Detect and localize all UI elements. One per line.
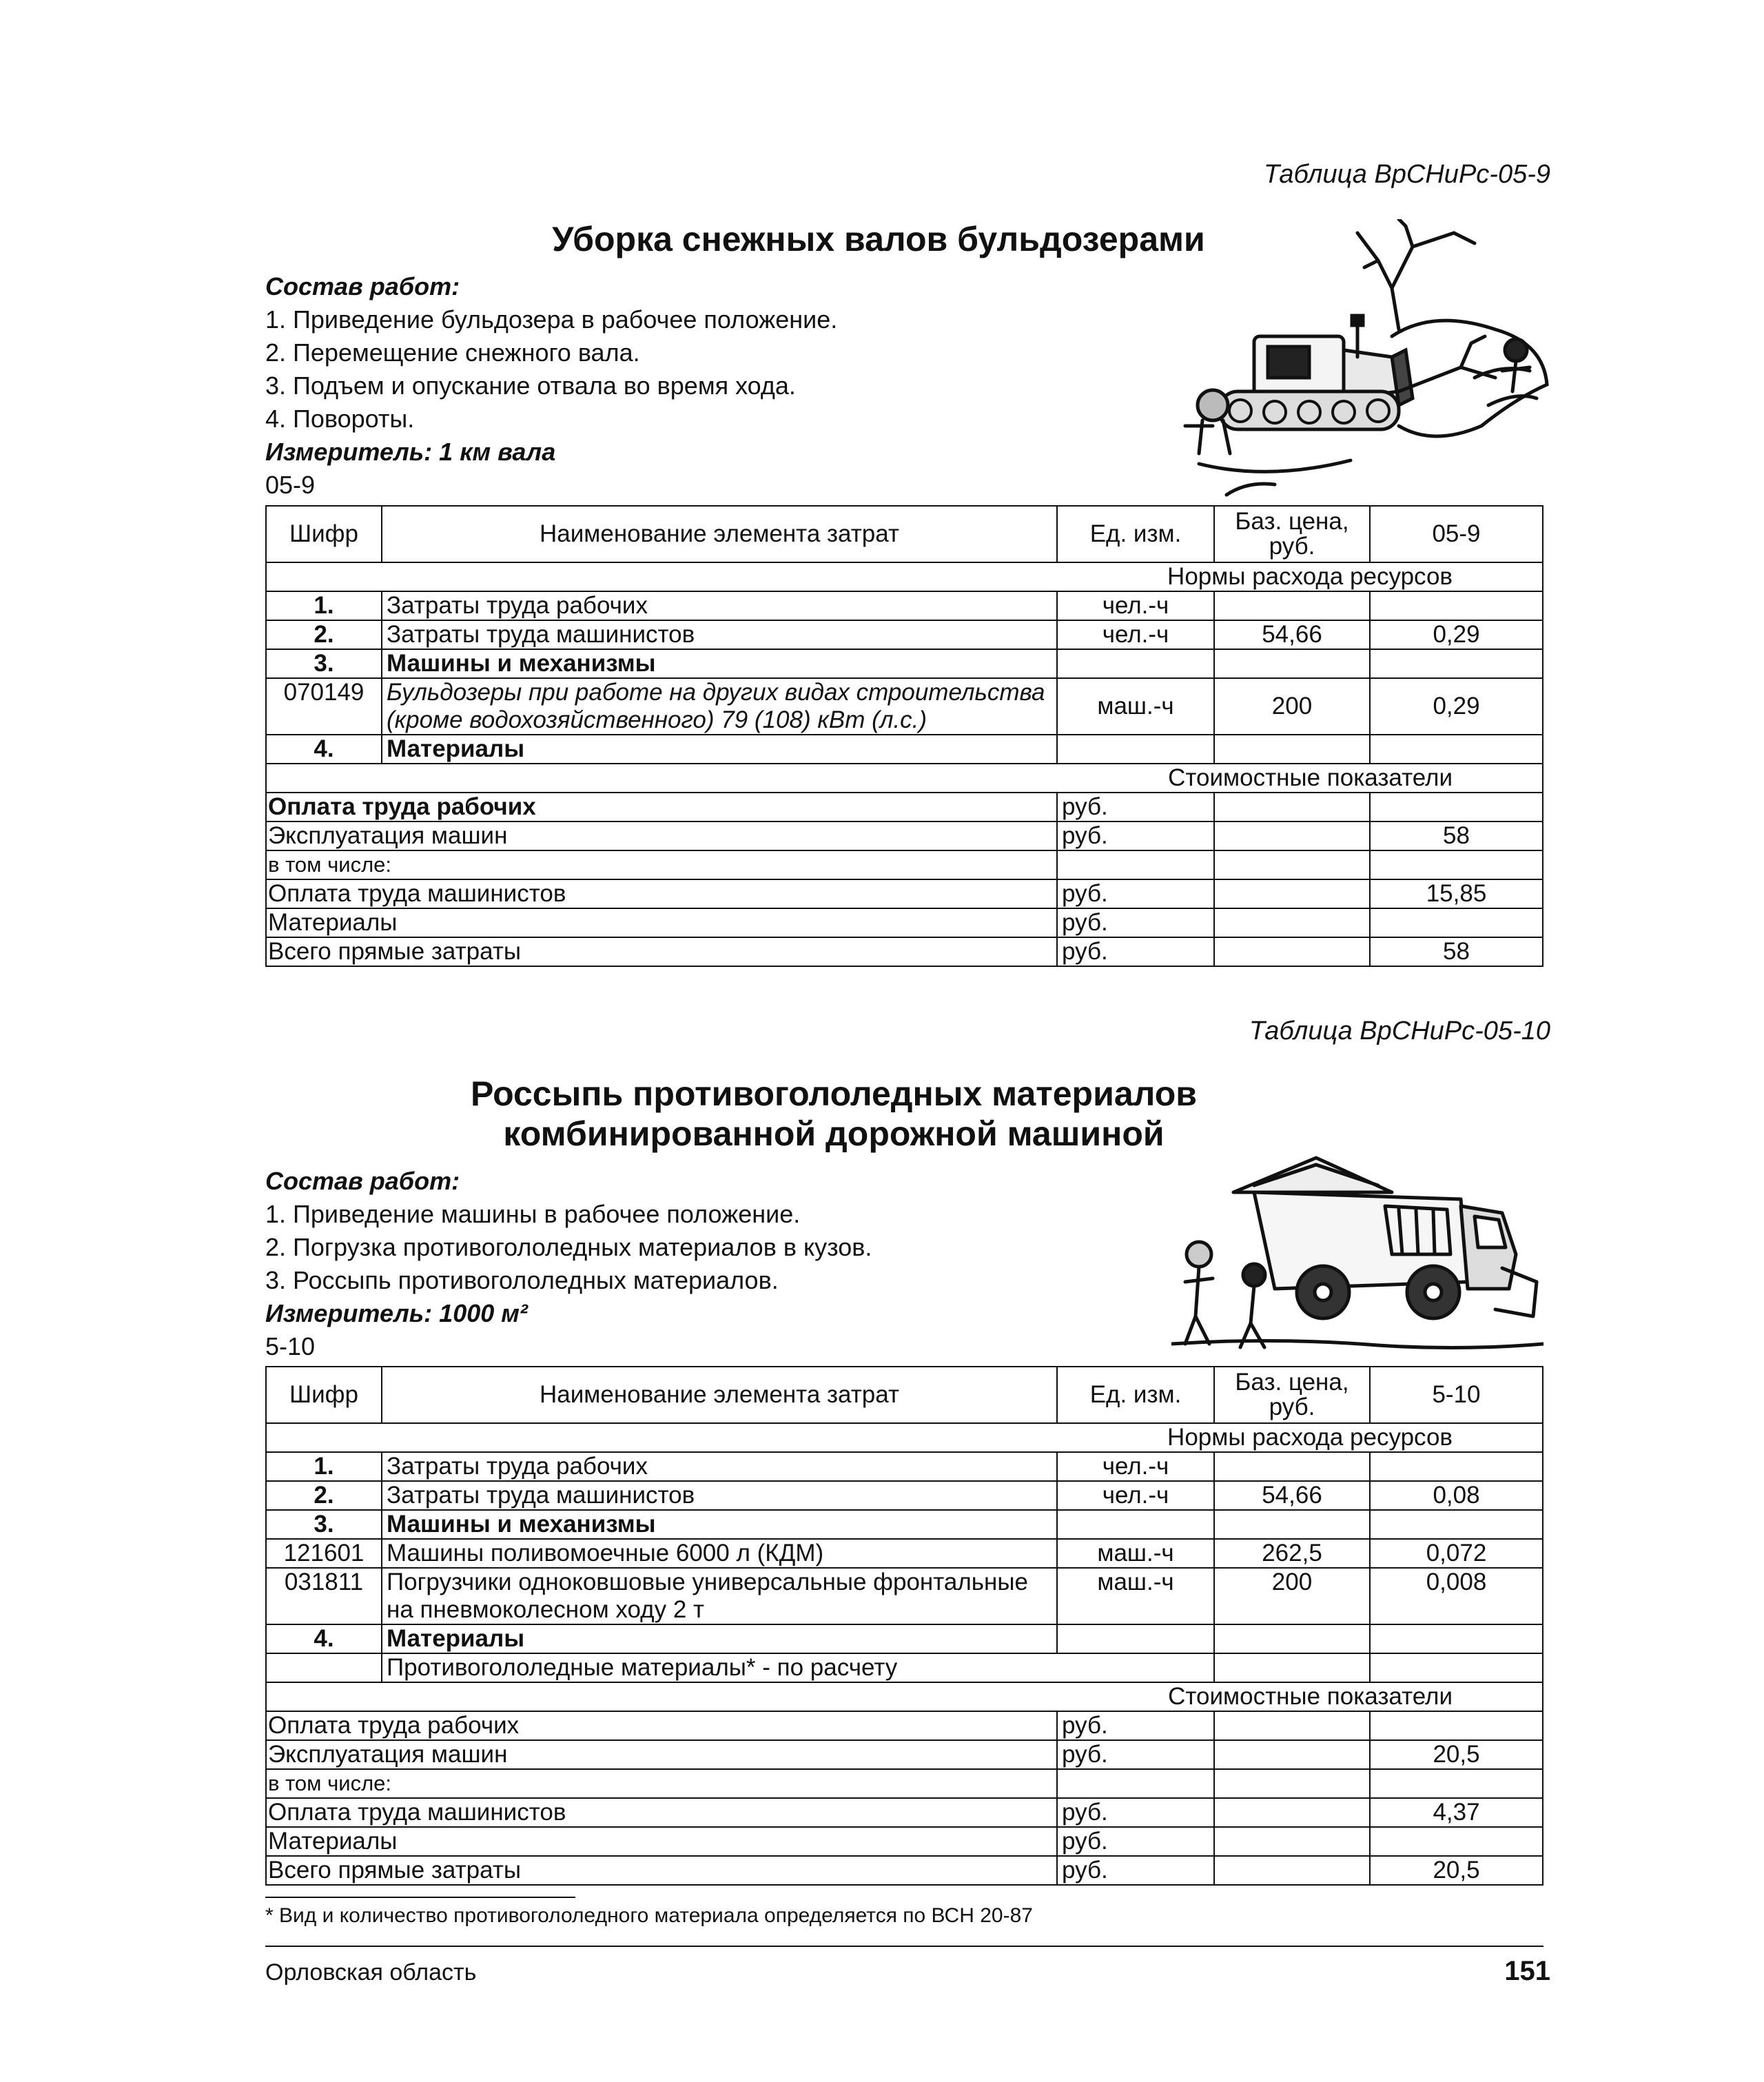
row-name: Материалы: [382, 1624, 1057, 1653]
table-row: [266, 591, 1543, 620]
header-name: Наименование элемента затрат: [382, 1367, 1057, 1423]
table-row: [266, 620, 1543, 649]
cost-unit: руб.: [1057, 1827, 1214, 1856]
row-name: Затраты труда машинистов: [382, 620, 1057, 649]
row-cipher: 4.: [266, 1624, 382, 1653]
composition-label: Состав работ:: [265, 1167, 460, 1195]
row-name: Погрузчики одноковшовые универсальные фронтальные на пневмоколесном ходу 2 т: [382, 1568, 1057, 1624]
norms-label: Нормы расхода ресурсов: [266, 1423, 1543, 1452]
norms-section-row: [266, 1423, 1543, 1452]
cost-row: [266, 1827, 1543, 1856]
row-cipher: 070149: [266, 678, 382, 735]
row-price: [1214, 1452, 1370, 1481]
cost-value: [1370, 1769, 1543, 1798]
cost-unit: руб.: [1057, 908, 1214, 937]
row-name: Машины и механизмы: [382, 1510, 1057, 1539]
step-item: 3. Подъем и опускание отвала во время хода.: [265, 371, 796, 400]
row-cipher: 3.: [266, 1510, 382, 1539]
row-value: 0,29: [1370, 678, 1543, 735]
cost-name: Эксплуатация машин: [266, 1740, 1057, 1769]
table-code: 05-9: [265, 471, 316, 499]
cost-value: 15,85: [1370, 879, 1543, 908]
row-name: Бульдозеры при работе на других видах строительства (кроме водохозяйственного) 79 (108) кВт (л.с.): [382, 678, 1057, 735]
resource-table-5-10: [265, 1366, 1544, 1886]
cost-name: Оплата труда машинистов: [266, 1798, 1057, 1827]
step-item: 2. Перемещение снежного вала.: [265, 338, 640, 367]
row-value: [1370, 591, 1543, 620]
measure-label: Измеритель: 1 км вала: [265, 438, 556, 466]
table-row: [266, 649, 1543, 678]
row-name: Материалы: [382, 735, 1057, 764]
header-cipher: Шифр: [266, 1367, 382, 1423]
row-cipher: 1.: [266, 591, 382, 620]
row-unit: маш.-ч: [1057, 1568, 1214, 1624]
cost-unit: руб.: [1057, 1856, 1214, 1885]
row-unit: чел.-ч: [1057, 1452, 1214, 1481]
cost-row: [266, 793, 1543, 821]
cost-unit: руб.: [1057, 937, 1214, 966]
header-price: Баз. цена, руб.: [1214, 506, 1370, 562]
cost-section-row: [266, 764, 1543, 793]
row-price: 54,66: [1214, 620, 1370, 649]
section-title: [386, 1074, 1282, 1154]
cost-name: Оплата труда рабочих: [266, 793, 1057, 821]
section-title-line: Россыпь противогололедных материалов: [470, 1074, 1198, 1113]
cost-value: 20,5: [1370, 1856, 1543, 1885]
cost-row: [266, 879, 1543, 908]
table-row: [266, 1624, 1543, 1653]
cost-section-row: [266, 1682, 1543, 1711]
table-row: [266, 735, 1543, 764]
cost-row: [266, 1711, 1543, 1740]
cost-unit: руб.: [1057, 1740, 1214, 1769]
row-price: 200: [1214, 1568, 1370, 1624]
footer-divider: [265, 1946, 1544, 1947]
cost-unit: руб.: [1057, 793, 1214, 821]
header-price: Баз. цена, руб.: [1214, 1367, 1370, 1423]
cost-unit: руб.: [1057, 879, 1214, 908]
cost-unit: руб.: [1057, 1798, 1214, 1827]
row-unit: маш.-ч: [1057, 678, 1214, 735]
cost-row: [266, 1740, 1543, 1769]
cost-row: [266, 821, 1543, 850]
bulldozer-illustration: [1171, 219, 1557, 509]
cost-value: [1370, 908, 1543, 937]
table-row: [266, 1539, 1543, 1568]
table-header-row: [266, 1367, 1543, 1423]
cost-value: 58: [1370, 821, 1543, 850]
header-unit: Ед. изм.: [1057, 1367, 1214, 1423]
row-cipher: 3.: [266, 649, 382, 678]
cost-name: Оплата труда рабочих: [266, 1711, 1057, 1740]
cost-row: [266, 908, 1543, 937]
step-item: 1. Приведение машины в рабочее положение.: [265, 1200, 801, 1228]
step-item: 4. Повороты.: [265, 405, 415, 433]
cost-value: [1370, 793, 1543, 821]
row-unit: маш.-ч: [1057, 1539, 1214, 1568]
table-code: 5-10: [265, 1332, 316, 1360]
cost-name: Всего прямые затраты: [266, 1856, 1057, 1885]
cost-row: [266, 1856, 1543, 1885]
row-name: Противогололедные материалы* - по расчету: [382, 1653, 1214, 1682]
row-cipher: 1.: [266, 1452, 382, 1481]
cost-value: [1370, 1711, 1543, 1740]
page-number: 151: [1504, 1956, 1550, 1986]
row-value: 0,29: [1370, 620, 1543, 649]
row-price: 200: [1214, 678, 1370, 735]
cost-row: [266, 937, 1543, 966]
table-row: [266, 1568, 1543, 1624]
cost-name: Материалы: [266, 1827, 1057, 1856]
row-unit: чел.-ч: [1057, 1481, 1214, 1510]
footer-region: Орловская область: [265, 1959, 477, 1986]
cost-name: Всего прямые затраты: [266, 937, 1057, 966]
cost-value: [1370, 1827, 1543, 1856]
table-reference: Таблица ВрСНиРс-05-10: [1249, 1017, 1550, 1045]
row-value: 0,072: [1370, 1539, 1543, 1568]
row-cipher: 4.: [266, 735, 382, 764]
cost-unit: руб.: [1057, 821, 1214, 850]
road-machine-illustration: [1171, 1144, 1544, 1351]
cost-row: [266, 850, 1543, 879]
footnote: * Вид и количество противогололедного материала определяется по ВСН 20-87: [265, 1904, 1033, 1927]
row-cipher: 121601: [266, 1539, 382, 1568]
cost-label: Стоимостные показатели: [266, 764, 1543, 793]
row-price: [1214, 591, 1370, 620]
header-code: 05-9: [1370, 506, 1543, 562]
step-item: 2. Погрузка противогололедных материалов в кузов.: [265, 1233, 872, 1261]
row-name: Затраты труда рабочих: [382, 1452, 1057, 1481]
row-cipher: [266, 1653, 382, 1682]
work-composition: [265, 1165, 872, 1363]
cost-row: [266, 1769, 1543, 1798]
row-value: [1370, 1452, 1543, 1481]
table-row: [266, 1452, 1543, 1481]
table-row: [266, 678, 1543, 735]
cost-label: Стоимостные показатели: [266, 1682, 1543, 1711]
step-item: 3. Россыпь противогололедных материалов.: [265, 1266, 779, 1294]
table-header-row: [266, 506, 1543, 562]
row-unit: чел.-ч: [1057, 620, 1214, 649]
row-unit: чел.-ч: [1057, 591, 1214, 620]
table-row: [266, 1481, 1543, 1510]
table-row: [266, 1653, 1543, 1682]
measure-label: Измеритель: 1000 м²: [265, 1299, 528, 1327]
row-name: Машины и механизмы: [382, 649, 1057, 678]
work-composition: [265, 270, 837, 502]
row-name: Машины поливомоечные 6000 л (КДМ): [382, 1539, 1057, 1568]
cost-unit: [1057, 850, 1214, 879]
cost-value: 58: [1370, 937, 1543, 966]
table-reference: Таблица ВрСНиРс-05-9: [1263, 160, 1550, 189]
header-code: 5-10: [1370, 1367, 1543, 1423]
norms-section-row: [266, 562, 1543, 591]
row-price: 54,66: [1214, 1481, 1370, 1510]
row-cipher: 2.: [266, 1481, 382, 1510]
composition-label: Состав работ:: [265, 272, 460, 300]
cost-unit: [1057, 1769, 1214, 1798]
table-row: [266, 1510, 1543, 1539]
cost-name: в том числе:: [266, 850, 1057, 879]
step-item: 1. Приведение бульдозера в рабочее положение.: [265, 305, 838, 334]
header-name: Наименование элемента затрат: [382, 506, 1057, 562]
row-value: 0,008: [1370, 1568, 1543, 1624]
norms-label: Нормы расхода ресурсов: [266, 562, 1543, 591]
row-price: 262,5: [1214, 1539, 1370, 1568]
header-unit: Ед. изм.: [1057, 506, 1214, 562]
cost-value: 20,5: [1370, 1740, 1543, 1769]
row-cipher: 031811: [266, 1568, 382, 1624]
footnote-divider: [265, 1897, 575, 1898]
cost-value: [1370, 850, 1543, 879]
row-name: Затраты труда машинистов: [382, 1481, 1057, 1510]
cost-name: в том числе:: [266, 1769, 1057, 1798]
cost-name: Материалы: [266, 908, 1057, 937]
cost-unit: руб.: [1057, 1711, 1214, 1740]
section-title: Уборка снежных валов бульдозерами: [552, 220, 1205, 258]
row-name: Затраты труда рабочих: [382, 591, 1057, 620]
section-title-line: комбинированной дорожной машиной: [503, 1114, 1165, 1153]
cost-value: 4,37: [1370, 1798, 1543, 1827]
row-cipher: 2.: [266, 620, 382, 649]
cost-row: [266, 1798, 1543, 1827]
header-cipher: Шифр: [266, 506, 382, 562]
resource-table-05-9: [265, 505, 1544, 967]
row-value: 0,08: [1370, 1481, 1543, 1510]
cost-name: Эксплуатация машин: [266, 821, 1057, 850]
cost-name: Оплата труда машинистов: [266, 879, 1057, 908]
